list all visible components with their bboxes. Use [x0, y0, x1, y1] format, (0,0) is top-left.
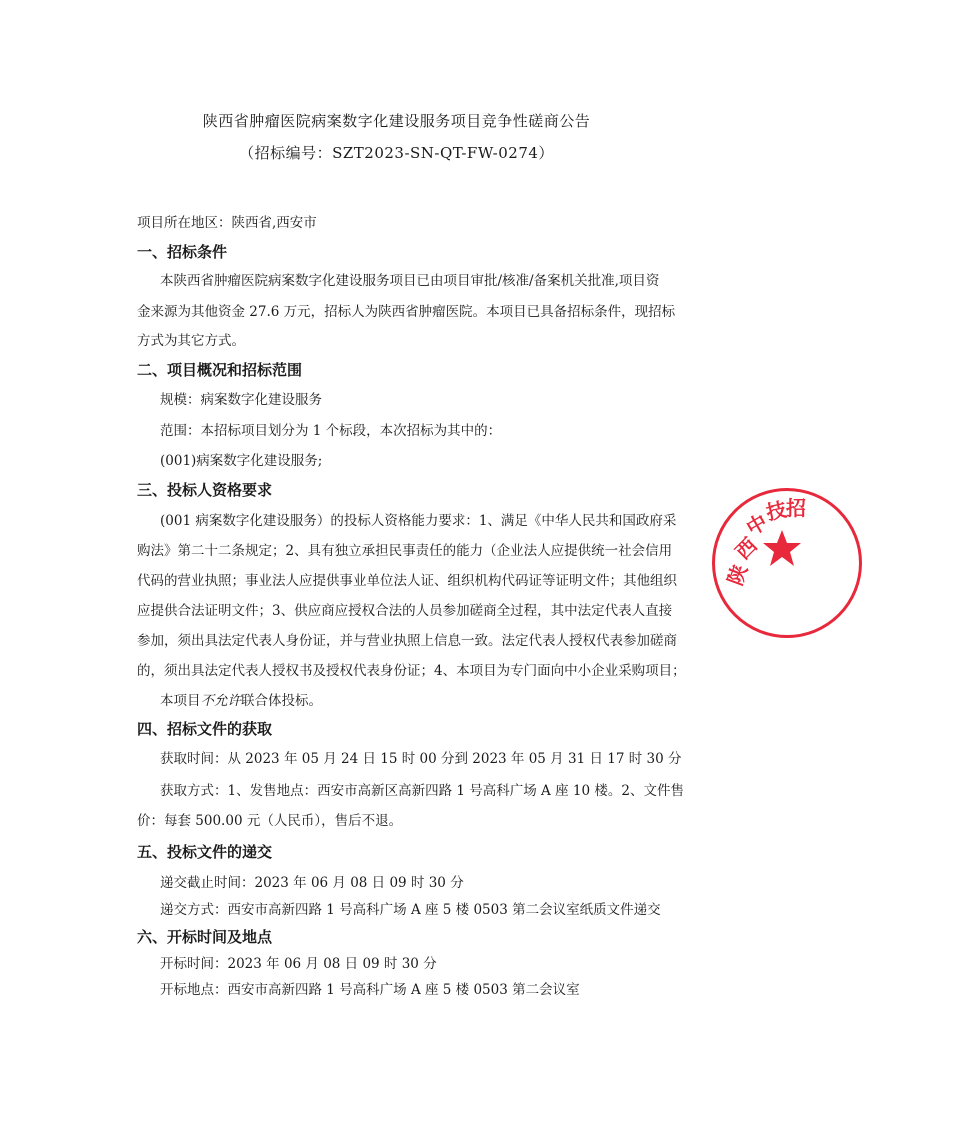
section5-method: 递交方式：西安市高新四路 1 号高科广场 A 座 5 楼 0503 第二会议室纸质文件递交 [160, 902, 661, 918]
section-heading-5: 五、投标文件的递交 [137, 843, 273, 861]
seal-char-4: 技 [764, 497, 789, 525]
page-title: 陕西省肿瘤医院病案数字化建设服务项目竞争性磋商公告 [202, 112, 591, 130]
seal-char-2: 西 [730, 533, 762, 565]
section2-scope: 范围：本招标项目划分为 1 个标段，本次招标为其中的： [160, 423, 502, 439]
section6-place: 开标地点：西安市高新四路 1 号高科广场 A 座 5 楼 0503 第二会议室 [160, 982, 580, 998]
section2-scale: 规模：病案数字化建设服务 [160, 392, 322, 408]
seal-char-1: 陕 [722, 561, 753, 589]
section3-line-5: 参加，须出具法定代表人身份证，并与营业执照上信息一致。法定代表人授权代表参加磋商 [137, 633, 677, 649]
section-heading-2: 二、项目概况和招标范围 [137, 361, 303, 379]
joint-bid-emphasis: 不允许 [200, 693, 241, 709]
section4-time: 获取时间：从 2023 年 05 月 24 日 15 时 00 分到 2023 年 05 月 31 日 17 时 30 分 [160, 751, 682, 767]
section3-line-2: 购法》第二十二条规定；2、具有独立承担民事责任的能力（企业法人应提供统一社会信用 [137, 543, 673, 559]
section-heading-3: 三、投标人资格要求 [137, 481, 273, 499]
section3-line-7 [160, 692, 953, 710]
section4-method-line-2: 价：每套 500.00 元（人民币），售后不退。 [137, 813, 403, 829]
section-heading-1: 一、招标条件 [137, 243, 228, 261]
tender-code: （招标编号：SZT2023-SN-QT-FW-0274） [239, 144, 554, 162]
section-heading-6: 六、开标时间及地点 [137, 928, 273, 946]
joint-bid-prefix: 本项目 [160, 693, 201, 709]
section1-line-1: 本陕西省肿瘤医院病案数字化建设服务项目已由项目审批/核准/备案机关批准,项目资 [160, 273, 660, 289]
seal-star-icon [762, 528, 802, 568]
section3-line-6: 的，须出具法定代表人授权书及授权代表身份证；4、本项目为专门面向中小企业采购项目； [137, 663, 686, 679]
section1-line-2: 金来源为其他资金 27.6 万元，招标人为陕西省肿瘤医院。本项目已具备招标条件，现招标 [137, 304, 676, 320]
section5-deadline: 递交截止时间：2023 年 06 月 08 日 09 时 30 分 [160, 875, 464, 891]
joint-bid-suffix: 联合体投标。 [241, 693, 322, 709]
section3-line-3: 代码的营业执照；事业法人应提供事业单位法人证、组织机构代码证等证明文件；其他组织 [137, 573, 677, 589]
section6-time: 开标时间：2023 年 06 月 08 日 09 时 30 分 [160, 956, 437, 972]
section-heading-4: 四、招标文件的获取 [137, 720, 273, 738]
section3-line-4: 应提供合法证明文件；3、供应商应授权合法的人员参加磋商全过程，其中法定代表人直接 [137, 603, 673, 619]
section1-line-3: 方式为其它方式。 [137, 333, 245, 349]
section2-lot: (001)病案数字化建设服务; [160, 453, 323, 469]
project-region: 项目所在地区：陕西省,西安市 [137, 215, 317, 231]
seal-char-3: 中 [742, 509, 772, 541]
section4-method-line-1: 获取方式：1、发售地点：西安市高新区高新四路 1 号高科广场 A 座 10 楼。2、文件售 [160, 783, 684, 799]
section3-line-1: (001 病案数字化建设服务）的投标人资格能力要求：1、满足《中华人民共和国政府采 [160, 513, 677, 529]
seal-char-5: 招 [786, 496, 806, 520]
